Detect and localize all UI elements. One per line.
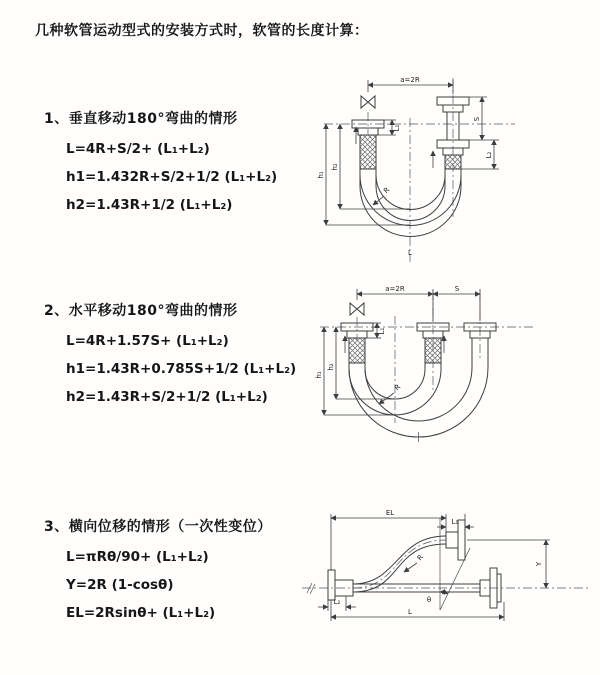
radius-callout [379, 383, 402, 404]
figure-lateral-displacement-diagram [298, 502, 596, 654]
braided-hose-section [360, 135, 376, 169]
d3-el-label: EL [385, 509, 395, 517]
dimension-y [467, 540, 550, 588]
d2-s-label: S [454, 285, 460, 293]
d1-h1-label: h₁ [317, 171, 325, 179]
formula-line: h2=1.43R+S/2+1/2 (L₁+L₂) [66, 389, 268, 405]
d1-l-label: L [408, 249, 412, 257]
formula-line: L=4R+S/2+ (L₁+L₂) [66, 141, 210, 157]
dimension-l1 [437, 514, 474, 527]
centerlines [324, 78, 515, 262]
valve-icon [361, 96, 375, 108]
d1-h2-label: h₂ [331, 163, 339, 171]
d1-s-label: S [473, 116, 481, 122]
dimension-l [331, 600, 504, 621]
formula-line: h1=1.43R+0.785S+1/2 (L₁+L₂) [66, 361, 297, 377]
d2-h1-label: h₁ [315, 371, 323, 379]
formula-line: L=4R+1.57S+ (L₁+L₂) [66, 333, 229, 349]
d1-l1-label: L₁ [393, 124, 401, 132]
page-title: 几种软管运动型式的安装方式时，软管的长度计算： [35, 23, 369, 39]
section-3-formulas [66, 543, 272, 627]
braided-hose-section [425, 338, 441, 363]
hose-u-loops [349, 345, 488, 437]
dimension-s [469, 97, 499, 140]
d2-r-label: R [393, 382, 403, 393]
formula-line: EL=2Rsinθ+ (L₁+L₂) [66, 605, 216, 621]
d3-y-label: Y [535, 561, 543, 567]
d2-span-label: a=2R [385, 285, 405, 293]
dimension-el [331, 509, 446, 570]
left-fitting [328, 570, 353, 600]
left-fitting [352, 120, 384, 169]
formula-line: h2=1.43R+1/2 (L₁+L₂) [66, 197, 233, 213]
d1-span-label: a=2R [400, 76, 420, 84]
d3-l-label: L [408, 608, 412, 616]
d3-l1-label: L₁ [451, 518, 459, 526]
section-lateral-displacement [44, 516, 272, 627]
d1-l2-label: L₂ [485, 151, 493, 159]
section-horizontal-180 [44, 300, 296, 411]
formula-line: Y=2R (1-cosθ) [66, 577, 174, 593]
section-3-heading: 3、横向位移的情形（一次性变位） [44, 519, 272, 535]
braided-hose-section [349, 338, 365, 363]
valve-icon [350, 303, 364, 315]
section-1-heading: 1、垂直移动180°弯曲的情形 [44, 111, 238, 127]
section-vertical-180 [44, 108, 277, 219]
figure-horizontal-180-diagram [310, 283, 594, 471]
dimension-l2 [461, 140, 499, 169]
displaced-hose [353, 520, 465, 592]
section-2-heading: 2、水平移动180°弯曲的情形 [44, 303, 238, 319]
d2-l1-label: L₁ [378, 327, 386, 335]
formula-line: L=πRθ/90+ (L₁+L₂) [66, 549, 209, 565]
dimension-a2r [357, 285, 480, 321]
formula-line: h1=1.432R+S/2+1/2 (L₁+L₂) [66, 169, 278, 185]
center-tick [413, 432, 424, 442]
radius-callout [404, 553, 425, 572]
section-1-formulas [66, 135, 277, 219]
d3-r-label: R [415, 553, 426, 563]
dimension-a2r [368, 76, 453, 94]
dimension-l2 [318, 596, 356, 611]
braided-hose-section [445, 155, 461, 169]
figure-vertical-180-diagram [310, 72, 594, 268]
d3-theta-label: θ [426, 596, 432, 604]
d3-l2-label: L₂ [333, 598, 341, 606]
d1-r-label: R [382, 185, 392, 196]
section-2-formulas [66, 327, 296, 411]
d2-h2-label: h₂ [327, 363, 335, 371]
